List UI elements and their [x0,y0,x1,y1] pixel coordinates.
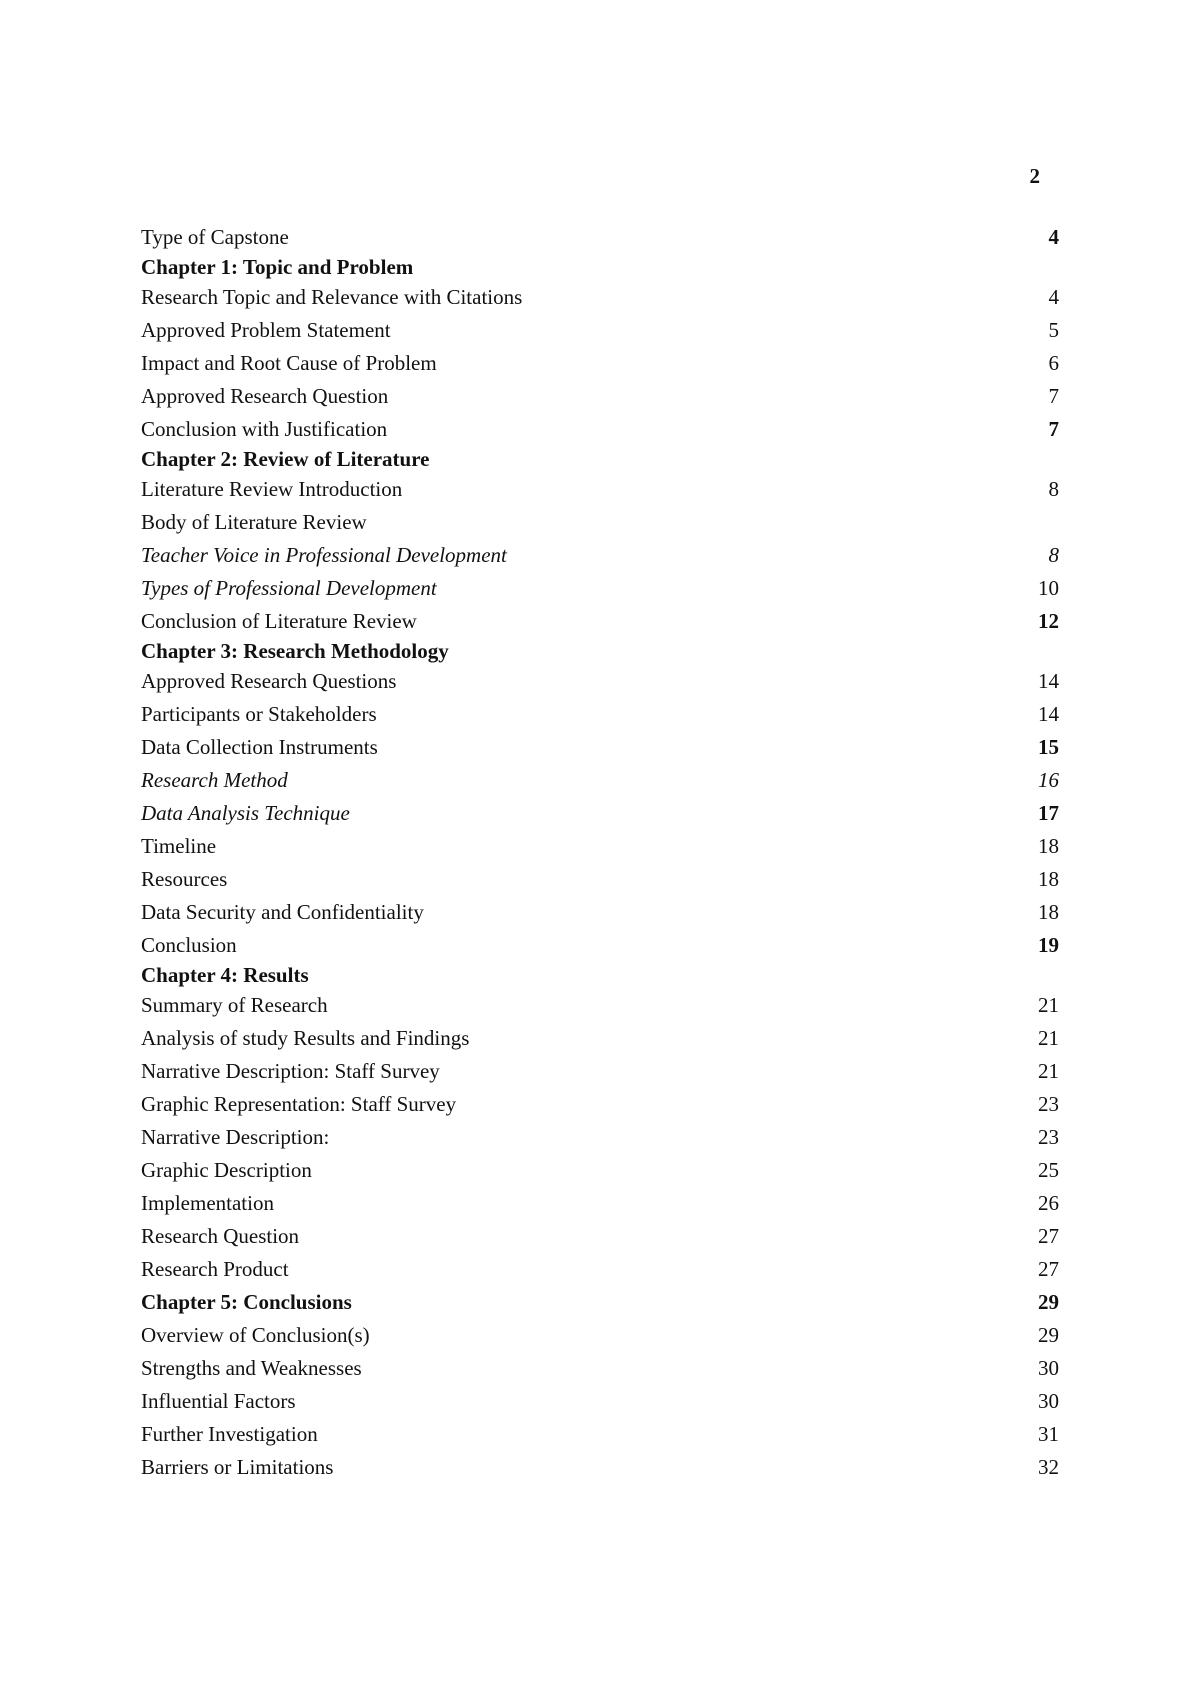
toc-entry-page-number: 5 [1048,318,1059,342]
toc-entry [141,863,1059,896]
toc-entry [141,347,1059,380]
toc-entry [141,1088,1059,1121]
toc-entry [141,1418,1059,1451]
toc-entry [141,665,1059,698]
toc-entry-title: Research Question [141,1224,300,1248]
toc-entry-title: Conclusion of Literature Review [141,609,417,633]
toc-entry-page-number: 7 [1048,384,1059,408]
toc-entry [141,731,1059,764]
toc-entry-page-number: 23 [1038,1092,1059,1116]
toc-entry-title: Chapter 2: Review of Literature [141,447,430,471]
toc-entry [141,539,1059,572]
toc-entry-title: Research Product [141,1257,289,1281]
toc-entry-page-number: 32 [1038,1455,1059,1479]
toc-entry-page-number: 21 [1038,1059,1059,1083]
toc-entry-page-number: 18 [1038,834,1059,858]
toc-entry-title: Impact and Root Cause of Problem [141,351,437,375]
toc-entry-page-number: 31 [1038,1422,1059,1446]
toc-entry-page-number: 21 [1038,1026,1059,1050]
toc-entry [141,413,1059,446]
toc-entry [141,605,1059,638]
toc-entry-title: Chapter 3: Research Methodology [141,639,449,663]
toc-entry [141,1121,1059,1154]
toc-entry-title: Resources [141,867,228,891]
toc-entry-page-number: 14 [1038,702,1059,726]
toc-entry-page-number: 30 [1038,1356,1059,1380]
toc-entry [141,989,1059,1022]
toc-entry-page-number: 8 [1048,543,1059,567]
toc-entry-page-number: 23 [1038,1125,1059,1149]
toc-entry-title: Literature Review Introduction [141,477,403,501]
toc-entry-page-number: 19 [1038,933,1059,957]
toc-entry-title: Data Analysis Technique [141,801,350,825]
toc-entry-title: Barriers or Limitations [141,1455,334,1479]
page-number: 2 [1029,164,1040,188]
toc-entry [141,1352,1059,1385]
toc-entry-page-number: 18 [1038,867,1059,891]
toc-entry-page-number: 6 [1048,351,1059,375]
toc-entry-page-number: 7 [1048,417,1059,441]
toc-entry-page-number: 8 [1048,477,1059,501]
toc-chapter-heading [141,446,1059,473]
toc-entry [141,314,1059,347]
toc-entry-title: Approved Research Question [141,384,389,408]
toc-entry [141,1253,1059,1286]
toc-entry-title: Implementation [141,1191,274,1215]
toc-entry [141,698,1059,731]
toc-entry-page-number: 10 [1038,576,1059,600]
toc-entry-page-number: 29 [1038,1290,1059,1314]
toc-entry-title: Further Investigation [141,1422,318,1446]
toc-chapter-heading [141,638,1059,665]
toc-entry-title: Approved Problem Statement [141,318,391,342]
toc-entry-page-number: 30 [1038,1389,1059,1413]
toc-entry-title: Narrative Description: Staff Survey [141,1059,440,1083]
toc-entry-title: Research Method [141,768,288,792]
toc-entry-title: Influential Factors [141,1389,296,1413]
toc-entry-page-number: 25 [1038,1158,1059,1182]
toc-entry-title: Chapter 4: Results [141,963,309,987]
toc-entry-page-number: 27 [1038,1257,1059,1281]
toc-entry [141,1319,1059,1352]
toc-entry-title: Timeline [141,834,217,858]
toc-entry-title: Graphic Description [141,1158,312,1182]
toc-entry-title: Overview of Conclusion(s) [141,1323,370,1347]
toc-entry [141,1022,1059,1055]
toc-entry-title: Data Collection Instruments [141,735,378,759]
toc-entry-page-number: 14 [1038,669,1059,693]
toc-entry-title: Conclusion [141,933,237,957]
toc-entry-page-number: 4 [1048,285,1059,309]
toc-entry-page-number: 26 [1038,1191,1059,1215]
toc-entry-title: Analysis of study Results and Findings [141,1026,470,1050]
toc-entry [141,572,1059,605]
toc-entry-page-number: 21 [1038,993,1059,1017]
toc-entry-page-number: 18 [1038,900,1059,924]
toc-entry-page-number: 4 [1048,225,1059,249]
toc-entry [141,506,1059,539]
toc-entry [141,1385,1059,1418]
toc-entry-title: Types of Professional Development [141,576,437,600]
toc-entry [141,1154,1059,1187]
toc-entry-title: Data Security and Confidentiality [141,900,424,924]
toc-entry-page-number: 12 [1038,609,1059,633]
toc-entry [141,1055,1059,1088]
toc-chapter-heading [141,962,1059,989]
toc-entry [141,281,1059,314]
toc-entry-title: Type of Capstone [141,225,289,249]
toc-entry-title: Graphic Representation: Staff Survey [141,1092,457,1116]
toc-entry-title: Participants or Stakeholders [141,702,377,726]
toc-entry-page-number: 17 [1038,801,1059,825]
toc-entry-page-number: 27 [1038,1224,1059,1248]
toc-entry-title: Strengths and Weaknesses [141,1356,362,1380]
toc-entry [141,221,1059,254]
toc-chapter-heading [141,254,1059,281]
toc-entry-title: Chapter 1: Topic and Problem [141,255,414,279]
toc-entry [141,797,1059,830]
toc-entry-title: Conclusion with Justification [141,417,388,441]
toc-entry-title: Body of Literature Review [141,510,367,534]
toc-entry [141,1286,1059,1319]
toc-entry [141,380,1059,413]
toc-entry [141,929,1059,962]
toc-entry [141,1451,1059,1484]
toc-entry-page-number: 29 [1038,1323,1059,1347]
toc-entry-title: Narrative Description: [141,1125,330,1149]
toc-entry-title: Research Topic and Relevance with Citations [141,285,523,309]
toc-entry [141,1220,1059,1253]
toc-entry [141,1187,1059,1220]
toc-entry-title: Summary of Research [141,993,328,1017]
toc-entry-title: Chapter 5: Conclusions [141,1290,352,1314]
toc-entry [141,896,1059,929]
toc-entry-title: Teacher Voice in Professional Development [141,543,507,567]
table-of-contents [141,221,1059,1484]
toc-entry-page-number: 16 [1038,768,1059,792]
toc-entry [141,830,1059,863]
toc-entry [141,473,1059,506]
toc-entry-title: Approved Research Questions [141,669,397,693]
toc-entry [141,764,1059,797]
toc-entry-page-number: 15 [1038,735,1059,759]
